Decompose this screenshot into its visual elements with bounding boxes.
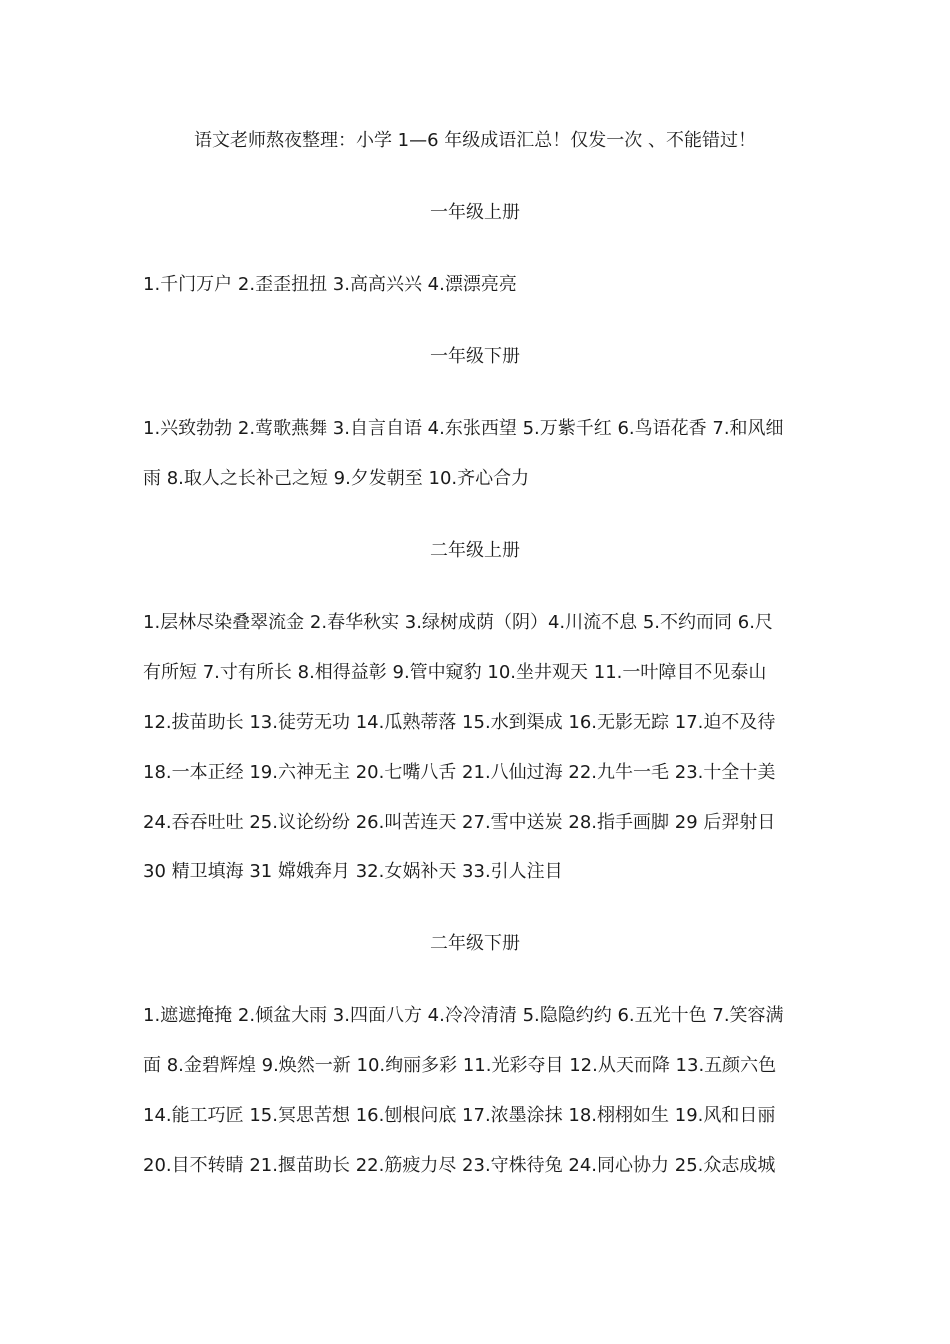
idiom-line: 1.遮遮掩掩 2.倾盆大雨 3.四面八方 4.冷冷清清 5.隐隐约约 6.五光十色 7.笑容满: [143, 1005, 784, 1026]
document-title: 语文老师熬夜整理：小学 1—6 年级成语汇总！仅发一次 、不能错过！: [193, 130, 757, 151]
idiom-line: 面 8.金碧辉煌 9.焕然一新 10.绚丽多彩 11.光彩夺目 12.从天而降 13.五颜六色: [143, 1055, 777, 1076]
idiom-line: 20.目不转睛 21.揠苗助长 22.筋疲力尽 23.守株待兔 24.同心协力 25.众志成城: [143, 1155, 776, 1176]
idiom-line: 1.千门万户 2.歪歪扭扭 3.高高兴兴 4.漂漂亮亮: [143, 274, 517, 295]
idiom-line: 24.吞吞吐吐 25.议论纷纷 26.叫苦连天 27.雪中送炭 28.指手画脚 29 后羿射日: [143, 812, 776, 833]
idiom-line: 1.层林尽染叠翠流金 2.春华秋实 3.绿树成荫（阴）4.川流不息 5.不约而同 6.尺: [143, 612, 773, 633]
idiom-line: 雨 8.取人之长补己之短 9.夕发朝至 10.齐心合力: [143, 468, 530, 489]
section-heading-grade2-vol2: 二年级下册: [430, 933, 520, 954]
idiom-line: 18.一本正经 19.六神无主 20.七嘴八舌 21.八仙过海 22.九牛一毛 23.十全十美: [143, 762, 776, 783]
section-heading-grade1-vol1: 一年级上册: [430, 202, 520, 223]
idiom-line: 1.兴致勃勃 2.莺歌燕舞 3.自言自语 4.东张西望 5.万紫千红 6.鸟语花香 7.和风细: [143, 418, 784, 439]
section-heading-grade1-vol2: 一年级下册: [430, 346, 520, 367]
idiom-line: 14.能工巧匠 15.冥思苦想 16.刨根问底 17.浓墨涂抹 18.栩栩如生 19.风和日丽: [143, 1105, 776, 1126]
idiom-line: 有所短 7.寸有所长 8.相得益彰 9.管中窥豹 10.坐井观天 11.一叶障目不见泰山: [143, 662, 767, 683]
idiom-line: 30 精卫填海 31 嫦娥奔月 32.女娲补天 33.引人注目: [143, 861, 563, 882]
section-heading-grade2-vol1: 二年级上册: [430, 540, 520, 561]
idiom-line: 12.拔苗助长 13.徒劳无功 14.瓜熟蒂落 15.水到渠成 16.无影无踪 17.迫不及待: [143, 712, 776, 733]
